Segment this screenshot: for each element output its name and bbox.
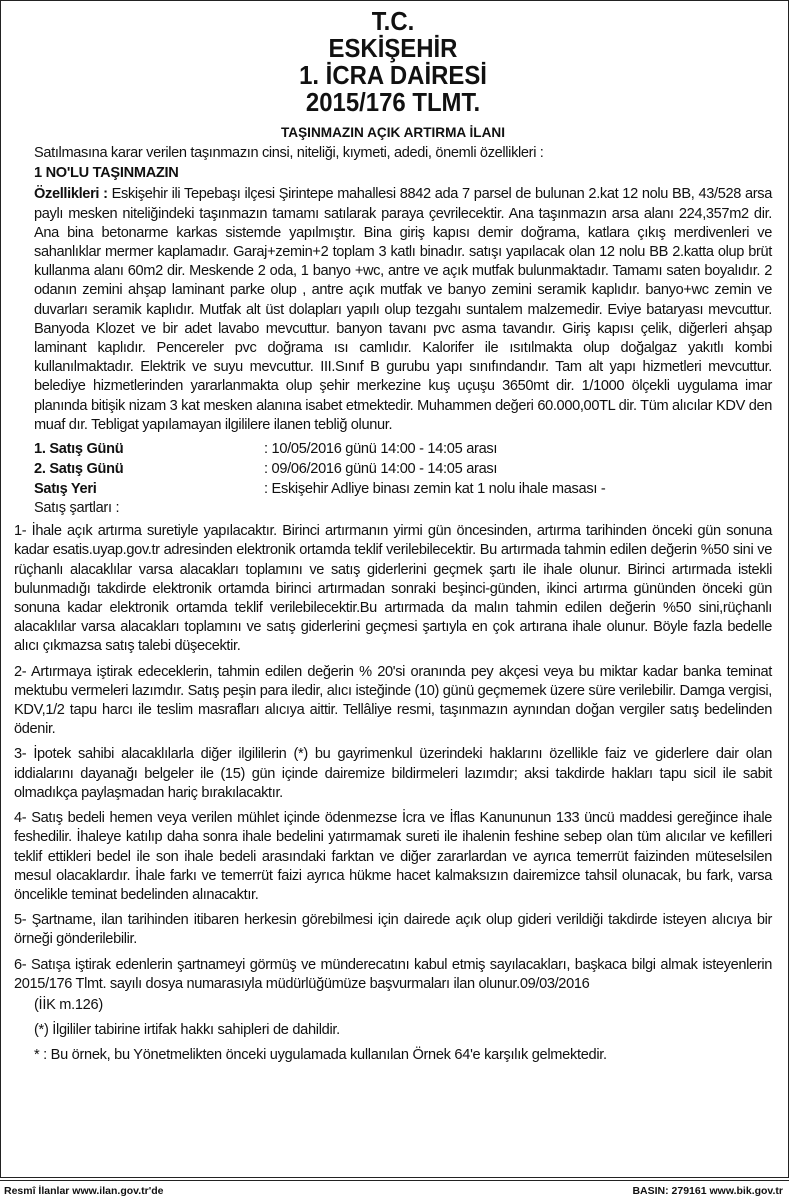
- footer-right-text: BASIN: 279161 www.bik.gov.tr: [632, 1185, 783, 1197]
- property-title: 1 NO'LU TAŞINMAZIN: [34, 165, 179, 182]
- condition-item: 1- İhale açık artırma suretiyle yapılacaktır. Birinci artırmanın yirmi gün öncesinden, artırma tarihinden önceki gün sonuna kadar esatis.uyap.gov.tr adresinden elektronik ortamda teklif verilebilecektir. Bu artırmada tahmin edilen değerin %50 sini ve rüçhanlı alacaklılar varsa alacakları toplamını ve satış giderlerini geçmek şartı ile ihale olunur. Birinci artırmada istekli bulunmadığı takdirde elektronik ortamda birinci artırmadan sonraki beşinci-günden, ikinci artırma gününden önceki gün sonuna kadar elektronik ortamda teklif verilebilecektir.Bu artırmada da malın tahmin edilen değerin %50 sini,rüçhanlı alacaklılar varsa alacakları toplamını ve satış giderlerini geçmesi şartıyla en çok artırana ihale olunur. Böyle fazla bedelle alıcı çıkmazsa satış talebi düşecektir.: [14, 523, 772, 655]
- condition-item: 2- Artırmaya iştirak edeceklerin, tahmin edilen değerin % 20'si oranında pey akçesi veya bu miktar kadar banka teminat mektubu vermeleri lazımdır. Satış peşin para iledir, alıcı isteğinde (10) günü geçmemek üzere süre verilebilir. Damga vergisi, KDV,1/2 tapu harcı ile teslim masrafları alıcıya aittir. Tellâliye resmi, taşınmazın aynından doğan vergiler satış bedelinden ödenir.: [14, 663, 772, 738]
- header-city: ESKİŞEHİR: [328, 33, 458, 63]
- header-file-number: 2015/176 TLMT.: [305, 87, 481, 117]
- features-text: Eskişehir ili Tepebaşı ilçesi Şirintepe mahallesi 8842 ada 7 parsel de bulunan 2.kat 12 nolu BB, 43/528 arsa paylı mesken niteliğindeki taşınmazın tamamı satılarak paraya çevrilecektir. Ana taşınmazın arsa alanı 224,357m2 dir. Ana bina betonarme karkas sistemde yapılmıştır. Bina giriş kapısı demir doğrama, katlara çıkış merdivenleri ve sahanlıklar mermer kaplamadır. Garaj+zemin+2 toplam 3 katlı binadır. satışı yapılacak olan 12 nolu BB 2.katta olup brüt kullanma alanı 60m2 dir. Meskende 2 oda, 1 banyo +wc, antre ve açık mutfak bulunmaktadır. Tamamı saten boyalıdır. 2 odanın zemini ahşap laminant parke olup , antre açık mutfak ve banyo zemini seramik kaplıdır. banyo+wc zemin ve duvarları seramik kaplıdır. Mutfak alt üst dolapları yapılı olup tezgahı suntalem malzemedir. Eviye bataryası mevcuttur. Banyoda Klozet ve bir adet lavabo mevcuttur. banyon tavanı pvc asma tavandır. Giriş kapısı çelik, diğerleri ahşap laminant kaplıdır. Pencereler pvc doğrama ısı camlıdır. Kalorifer ile ısıtılmakta olup doğalgaz yakıtlı kombi kullanılmaktadır. Elektrik ve suyu mevcuttur. III.Sınıf B gurubu yapı sınıfındandır. Tam alt yapı hizmetleri mevcuttur. belediye hizmetlerinden yararlanmakta olup şehir merkezine kuş uçuşu 3650mt dir. 1/1000 ölçekli uygulama imar planında bitişik nizam 3 kat mesken alanına isabet etmektedir. Muhammen değeri 60.000,00TL dir. Tüm alıcılar KDV den muaf dır. Tebligat yapılamayan ilgililere ilanen tebliğ olunur.: [34, 186, 772, 433]
- condition-item: 5- Şartname, ilan tarihinden itibaren herkesin görebilmesi için dairede açık olup gideri verildiği takdirde isteyen alıcıya bir örneği gönderilebilir.: [14, 912, 772, 948]
- law-reference: (İİK m.126): [34, 996, 103, 1013]
- condition-item: 6- Satışa iştirak edenlerin şartnameyi görmüş ve münderecatını kabul etmiş sayılacakları, başkaca bilgi almak isteyenlerin 2015/176 Tlmt. sayılı dosya numarasıyla müdürlüğümüze başvurmaları ilan olunur.09/03/2016: [14, 956, 772, 992]
- features-label: Özellikleri :: [34, 186, 108, 203]
- sale-place-label: Satış Yeri: [34, 481, 97, 498]
- footer-left-text: Resmî İlanlar www.ilan.gov.tr'de: [4, 1185, 164, 1197]
- sale-place-row: [14, 479, 772, 499]
- sale-day-1-label: 1. Satış Günü: [34, 441, 124, 458]
- sale-day-2-row: [14, 459, 772, 479]
- note-interested-parties: (*) İlgililer tabirine irtifak hakkı sahipleri de dahildir.: [34, 1022, 340, 1039]
- footer-bar: [0, 1180, 789, 1201]
- notice-content: [14, 6, 772, 1066]
- sale-day-2-value: : 09/06/2016 günü 14:00 - 14:05 arası: [264, 461, 498, 478]
- condition-item: 4- Satış bedeli hemen veya verilen mühlet içinde ödenmezse İcra ve İflas Kanununun 133 üncü maddesi gereğince ihale feshedilir. İhaleye katılıp daha sonra ihale bedelini yatırmamak sureti ile ihalenin feshine sebep olan tüm alıcılar ve kefilleri teklif ettikleri bedel ile son ihale bedeli arasındaki farktan ve diğer zararlardan ve ayrıca temerrüt faizinden müteselsilen mesul olacaklardır. İhale farkı ve temerrüt faizi ayrıca hükme hacet kalmaksızın dairemizce tahsil olunacak, bu fark, varsa öncelikle teminat bedelinden alınacaktır.: [14, 810, 772, 903]
- conditions-list: [14, 522, 772, 994]
- sale-day-1-row: [14, 439, 772, 459]
- property-features: [14, 185, 772, 435]
- conditions-title: Satış şartları :: [34, 500, 120, 517]
- sale-place-value: : Eskişehir Adliye binası zemin kat 1 nolu ihale masası -: [264, 481, 606, 498]
- condition-item: 3- İpotek sahibi alacaklılarla diğer ilgililerin (*) bu gayrimenkul üzerindeki haklarını özellikle faiz ve giderlere dair olan iddialarını dayanağı belgeler ile (15) gün içinde dairemize bildirmeleri lazımdır; aksi takdirde hakları tapu sicil ile sabit olmadıkça paylaşmadan hariç bırakılacaktır.: [14, 746, 772, 801]
- sale-day-2-label: 2. Satış Günü: [34, 461, 124, 478]
- intro-text: Satılmasına karar verilen taşınmazın cinsi, niteliği, kıymeti, adedi, önemli özellikleri :: [34, 145, 544, 161]
- header-tc: T.C.: [371, 6, 415, 36]
- header-office: 1. İCRA DAİRESİ: [299, 60, 487, 90]
- sale-day-1-value: : 10/05/2016 günü 14:00 - 14:05 arası: [264, 441, 498, 458]
- note-form-reference: * : Bu örnek, bu Yönetmelikten önceki uygulamada kullanılan Örnek 64'e karşılık gelmektedir.: [34, 1047, 607, 1064]
- notice-subtitle: TAŞINMAZIN AÇIK ARTIRMA İLANI: [280, 125, 506, 140]
